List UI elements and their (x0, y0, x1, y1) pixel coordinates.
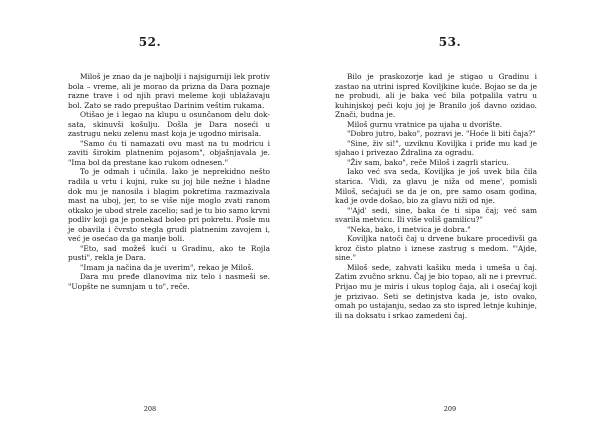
paragraph: "Imam ja načina da je uverim", rekao je Miloš. (80, 262, 254, 272)
paragraph: Iako već sva seda, Koviljka je još uvek bila čila starica. 'Vidi, za glavu je niža od mene', pomisli Miloš, sećajući se da je on, pre samo osam godina, kad je ovde došao, bio za glavu niži od nje. (335, 167, 537, 206)
paragraph: Miloš gurnu vratnice pa ujaha u dvorište. (347, 119, 503, 129)
paragraph: "'Ajd' sedi, sine, baka će ti sipa čaj; već sam svarila metvicu. Ili više voliš gamilicu?" (335, 205, 537, 225)
paragraph: "Neka, bako, i metvica je dobra." (347, 224, 471, 234)
paragraph: To je odmah i učinila. Iako je neprekidno nešto radila u vrtu i kujni, ruke su joj bile nežne i hladne dok mu je nanosila i blagim pokretima razmazivala mast na uboj, jer, to se više nije moglo zvati ranom otkako je ubod strele zacelio; sad je tu bio samo krvni podliv koji ga je ponekad boleo pri pokretu. Posle mu je obavila i čvrsto stegla grudi platnenim zavojem i, već je osećao da ga manje boli. (68, 167, 270, 244)
paragraph: "Sine, živ si!", uzviknu Koviljka i priđe mu kad je sjahao i privezao Ždralina za ogradu. (335, 138, 537, 158)
paragraph: "Eto, sad možeš kući u Gradinu, ako te Rojla pusti", rekla je Dara. (68, 243, 270, 263)
paragraph: "Samo ću ti namazati ovu mast na tu modricu i zaviti širokim platnenim pojasom", objašnjavala je. "Ima bol da prestane kao rukom odnesen." (68, 138, 270, 167)
left-page-text (68, 72, 270, 292)
paragraph: Otišao je i legao na klupu u osunčanom delu doksata, skinuvši košulju. Došla je Dara noseći u zastrugu neku zelenu mast koja je ugodno mirisala. (68, 110, 270, 139)
paragraph: "Živ sam, bako", reče Miloš i zagrli staricu. (347, 157, 509, 167)
paragraph: "Dobro jutro, bako", pozravi je. "Hoće li biti čaja?" (347, 129, 536, 139)
chapter-heading-right: 53. (438, 35, 462, 49)
paragraph: Miloš sede, zahvati kašiku meda i umeša u čaj. Zatim zvučno srknu. Čaj je bio topao, ali ne i prevruć. Prijao mu je miris i ukus toplog čaja, ali i osećaj koji je prizivao. Seti se detinjstva kada je, isto ovako, omah po ustajanju, sedao za sto ispred letnje kuhinje, ili na doksatu i srkao zamedeni čaj. (335, 262, 537, 320)
right-page-text (335, 72, 537, 320)
right-page (300, 0, 600, 424)
paragraph: Bilo je praskozorje kad je stigao u Gradinu i zastao na utrini ispred Koviljkine kuće. Bojao se da je ne probudi, ali je baka već bila potpalila vatru u kuhinjskoj peći koju joj je Branilo još davno ozidao. Znači, budna je. (335, 72, 537, 120)
page-number-right: 209 (443, 405, 457, 413)
chapter-heading-left: 52. (138, 35, 162, 49)
page-number-left: 208 (143, 405, 157, 413)
paragraph: Dara mu pređe dlanovima niz telo i nasmeši se. "Uopšte ne sumnjam u to", reče. (68, 272, 270, 292)
paragraph: Miloš je znao da je najbolji i najsigurniji lek protiv bola – vreme, ali je morao da prizna da Dara poznaje razne trave i od njih pravi meleme koji ublažavaju bol. Zato se rado prepuštao Darinim veštim rukama. (68, 72, 270, 110)
paragraph: Koviljka natoči čaj u drvene bukare procedivši ga kroz čisto platno i iznese zastrug s medom. "'Ajde, sine." (335, 234, 537, 263)
